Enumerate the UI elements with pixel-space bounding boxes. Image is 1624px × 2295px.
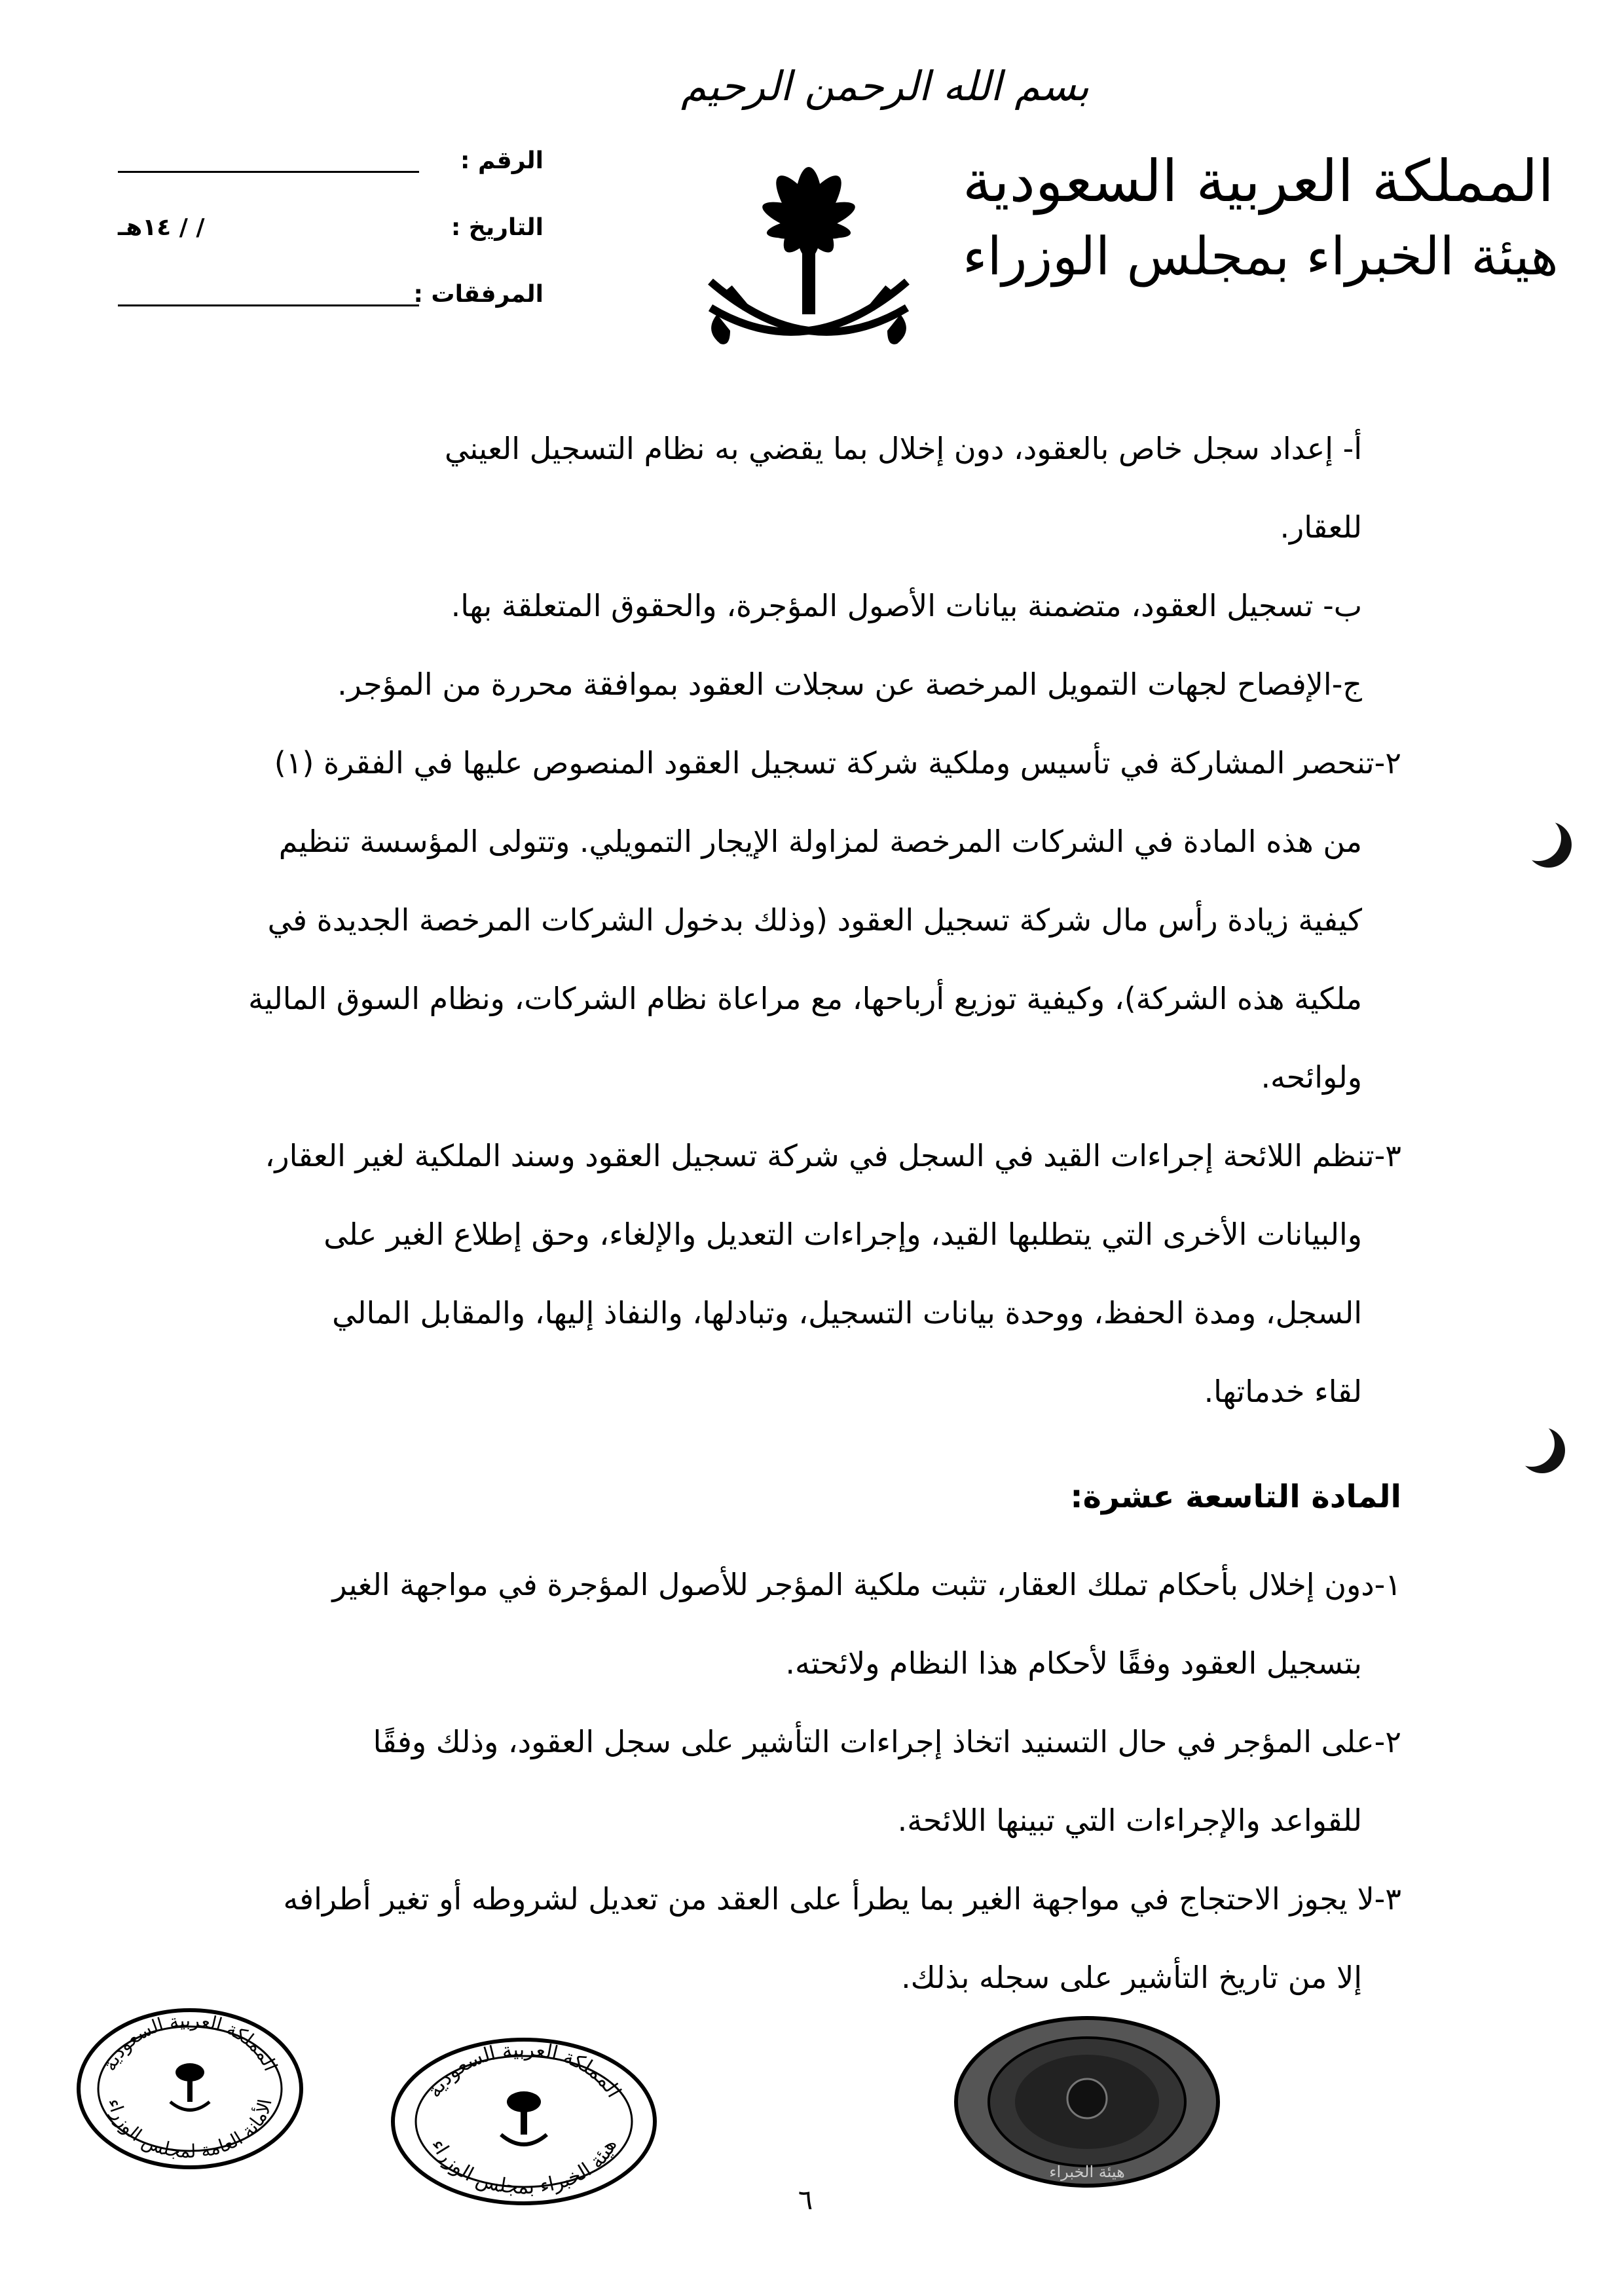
seal-left-bottom-text: الأمانة العامة لمجلس الوزراء bbox=[103, 2097, 276, 2163]
attachments-line bbox=[118, 304, 419, 306]
text-line: أ- إعداد سجل خاص بالعقود، دون إخلال بما يقضي به نظام التسجيل العيني bbox=[444, 431, 1362, 466]
text-line: ٣-لا يجوز الاحتجاج في مواجهة الغير بما يطرأ على العقد من تعديل لشروطه أو تغير أطرافه bbox=[283, 1881, 1401, 1917]
text-line: من هذه المادة في الشركات المرخصة لمزاولة الإيجار التمويلي. وتتولى المؤسسة تنظيم bbox=[278, 824, 1362, 859]
reference-line bbox=[118, 171, 419, 173]
seal-experts-commission-icon bbox=[386, 2033, 661, 2210]
text-line: ب- تسجيل العقود، متضمنة بيانات الأصول المؤجرة، والحقوق المتعلقة بها. bbox=[451, 588, 1362, 623]
text-line: ٢-تنحصر المشاركة في تأسيس وملكية شركة تسجيل العقود المنصوص عليها في الفقرة (١) bbox=[274, 745, 1401, 780]
text-line: بتسجيل العقود وفقًا لأحكام هذا النظام ولائحته. bbox=[785, 1645, 1362, 1681]
text-line: السجل، ومدة الحفظ، ووحدة بيانات التسجيل، وتبادلها، والنفاذ إليها، والمقابل المالي bbox=[332, 1295, 1362, 1331]
attachments-label: المرفقات : bbox=[413, 281, 544, 308]
text-line: للعقار. bbox=[1280, 509, 1362, 545]
seal-middle-bottom-text: هيئة الخبراء بمجلس الوزراء bbox=[426, 2135, 621, 2199]
date-label: التاريخ : bbox=[451, 214, 544, 241]
punch-hole bbox=[1519, 1427, 1565, 1473]
seal-left-top-text: المملكة العربية السعودية bbox=[98, 2009, 282, 2074]
svg-text:الأمانة العامة لمجلس الوزراء bbox=[103, 2097, 276, 2163]
reference-label: الرقم : bbox=[460, 147, 544, 174]
attachments-row bbox=[111, 281, 544, 320]
text-line: ٣-تنظم اللائحة إجراءات القيد في السجل في شركة تسجيل العقود وسند الملكية لغير العقار، bbox=[265, 1138, 1401, 1173]
authority-name: هيئة الخبراء بمجلس الوزراء bbox=[963, 226, 1559, 287]
text-line: للقواعد والإجراءات التي تبينها اللائحة. bbox=[897, 1803, 1362, 1838]
text-line: ٢-على المؤجر في حال التسنيد اتخاذ إجراءات التأشير على سجل العقود، وذلك وفقًا bbox=[373, 1724, 1401, 1759]
date-value: / / ١٤هـ bbox=[118, 214, 205, 241]
text-line: كيفية زيادة رأس مال شركة تسجيل العقود (وذلك بدخول الشركات المرخصة الجديدة في bbox=[267, 902, 1362, 938]
saudi-emblem-icon bbox=[697, 151, 920, 367]
date-row bbox=[111, 214, 544, 253]
body-text bbox=[144, 409, 1401, 1431]
article-heading: المادة التاسعة عشرة: bbox=[1070, 1478, 1401, 1515]
text-line: والبيانات الأخرى التي يتطلبها القيد، وإجراءات التعديل والإلغاء، وحق إطلاع الغير على bbox=[323, 1217, 1362, 1252]
seal-general-secretariat-icon bbox=[72, 2004, 308, 2174]
body-text-article-19 bbox=[144, 1545, 1401, 2017]
punch-hole bbox=[1526, 822, 1572, 868]
page-number: ٦ bbox=[798, 2184, 813, 2216]
text-line: ج-الإفصاح لجهات التمويل المرخصة عن سجلات العقود بموافقة محررة من المؤجر. bbox=[337, 667, 1362, 702]
basmala: بسم الله الرحمن الرحيم bbox=[681, 62, 1090, 110]
text-line: لقاء خدماتها. bbox=[1204, 1374, 1362, 1409]
seal-right-text: هيئة الخبراء bbox=[1049, 2163, 1125, 2181]
text-line: إلا من تاريخ التأشير على سجله بذلك. bbox=[901, 1960, 1362, 1995]
text-line: ١-دون إخلال بأحكام تملك العقار، تثبت ملكية المؤجر للأصول المؤجرة في مواجهة الغير bbox=[332, 1567, 1401, 1602]
seal-dark-stamp-icon bbox=[950, 2013, 1225, 2190]
seal-middle-top-text: المملكة العربية السعودية bbox=[422, 2038, 626, 2102]
text-line: ملكية هذه الشركة)، وكيفية توزيع أرباحها، مع مراعاة نظام الشركات، ونظام السوق المالية bbox=[248, 981, 1362, 1016]
text-line: ولوائحه. bbox=[1261, 1059, 1362, 1095]
reference-row bbox=[111, 147, 544, 187]
kingdom-name: المملكة العربية السعودية bbox=[963, 147, 1554, 215]
